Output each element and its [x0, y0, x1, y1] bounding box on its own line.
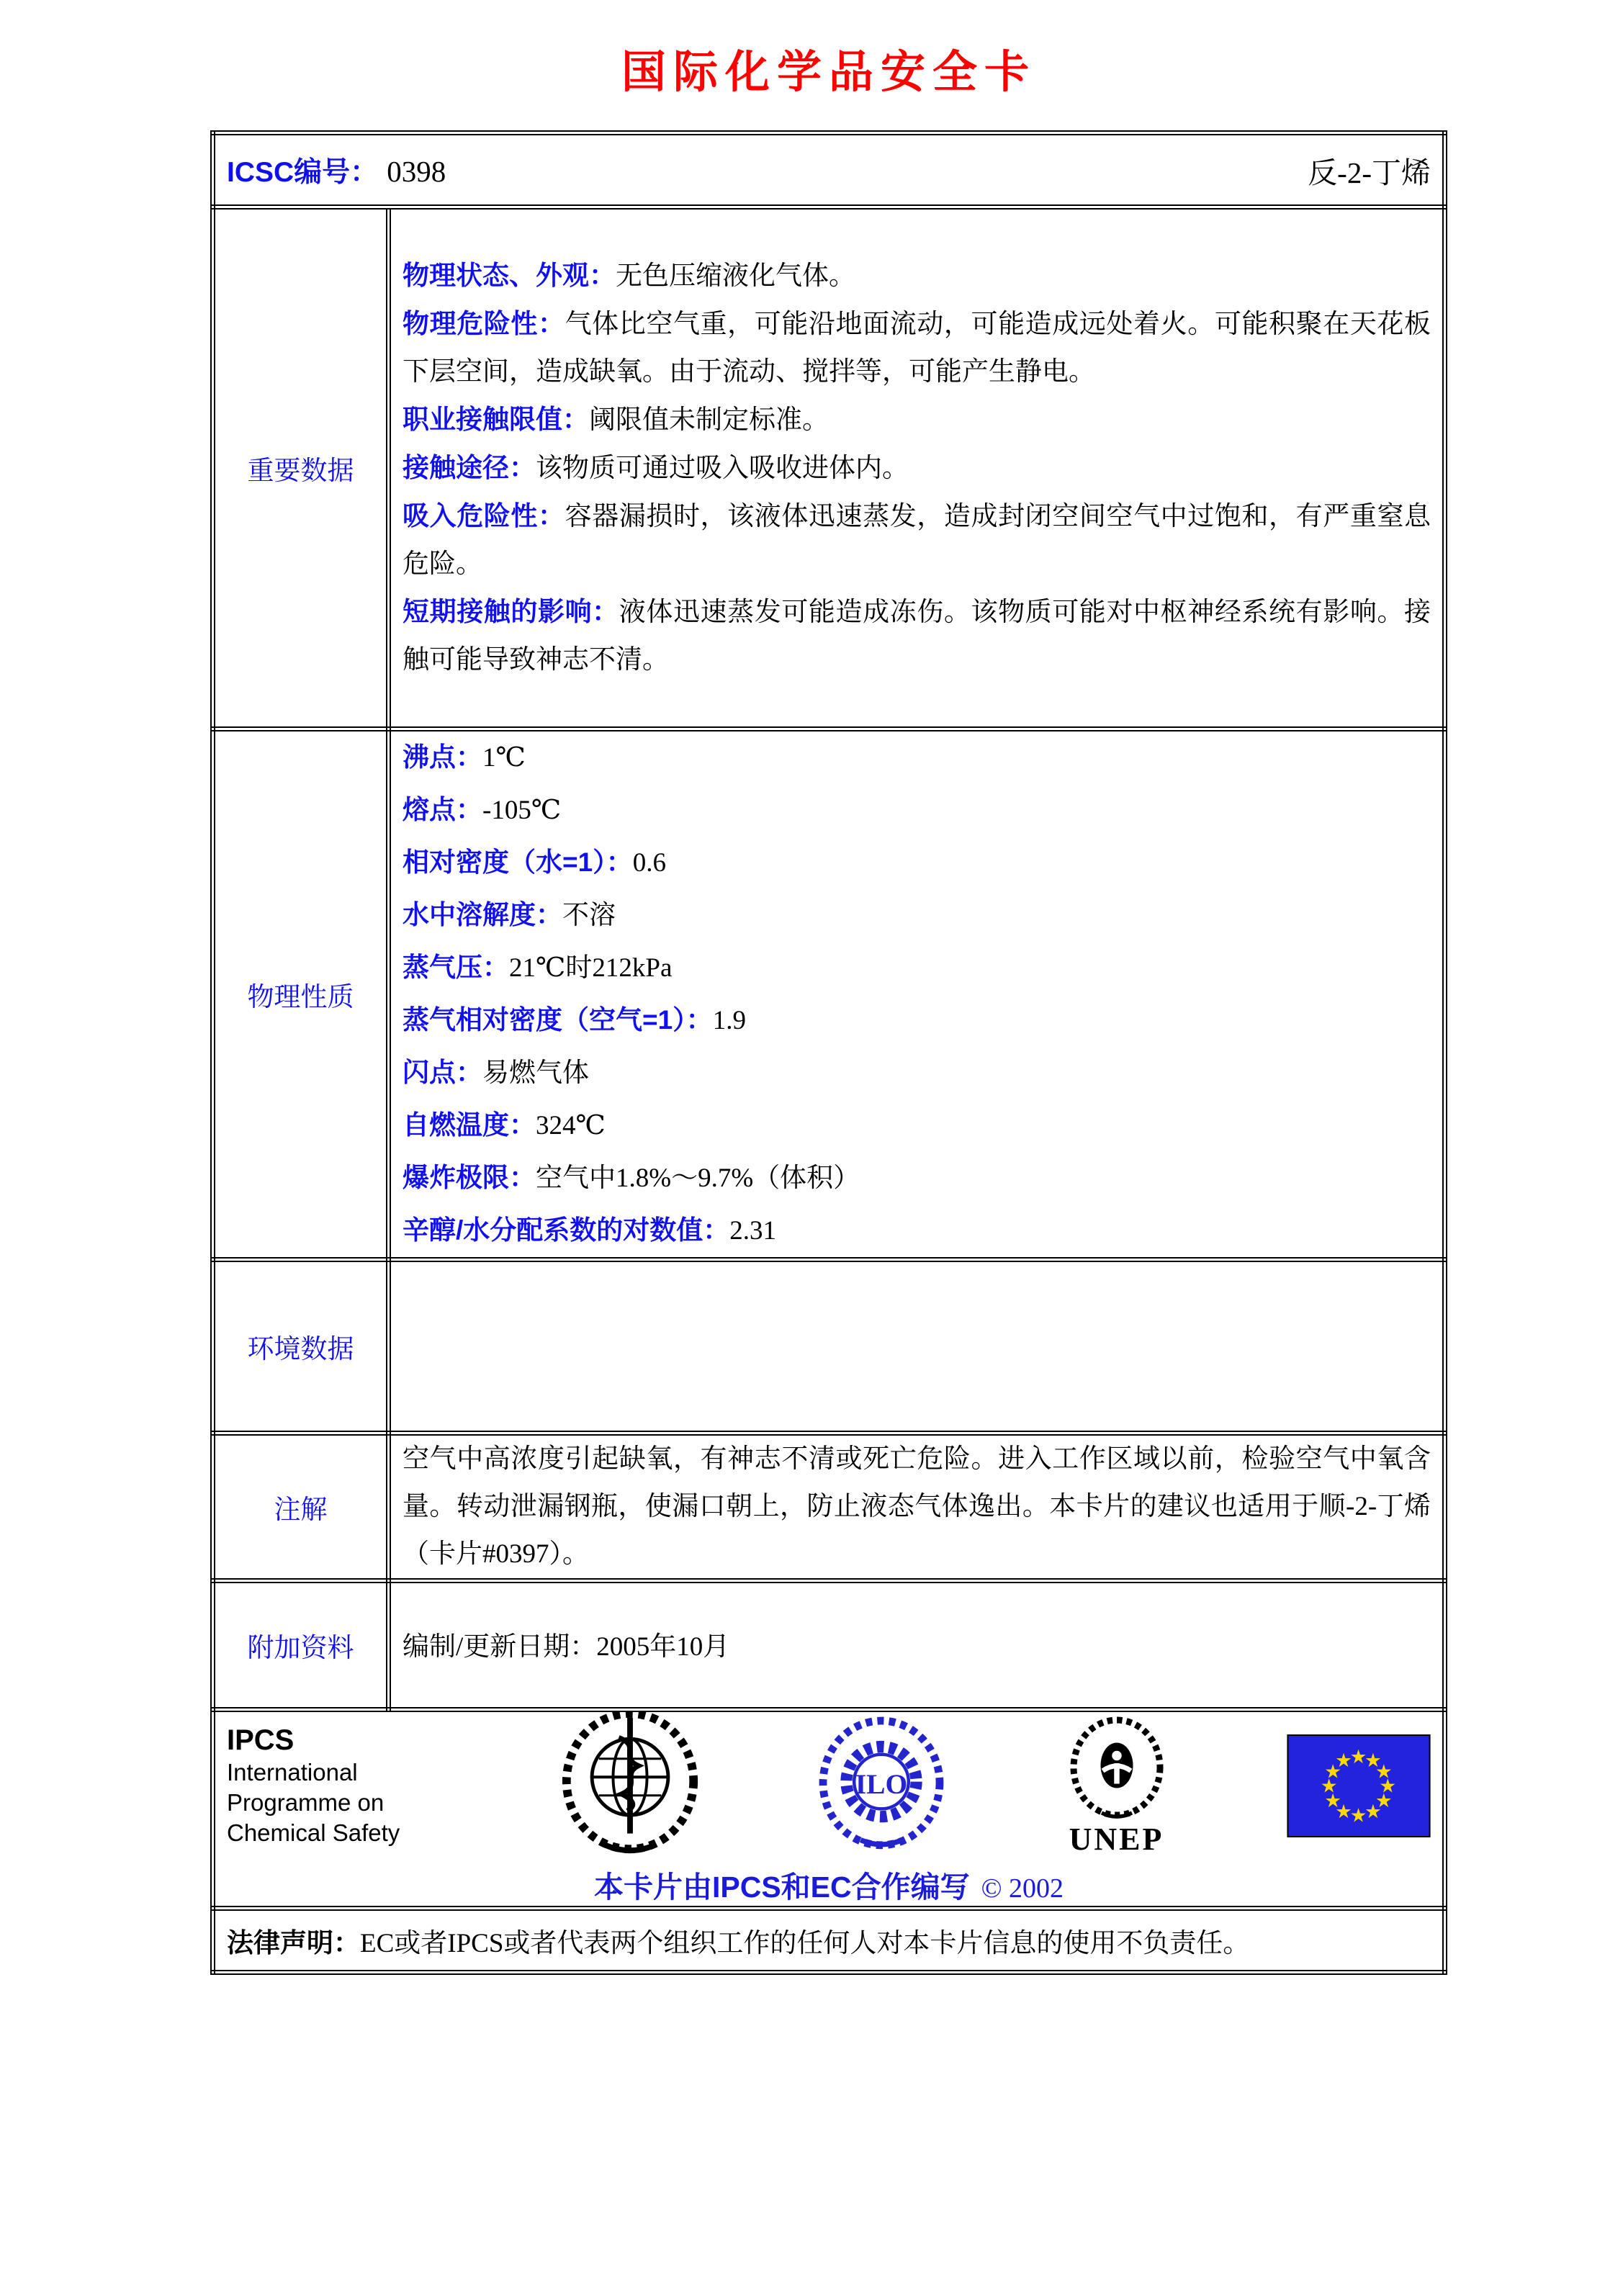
property-value: 2.31: [729, 1216, 777, 1246]
footer-caption: [227, 1863, 1431, 1906]
notes-row: [213, 1433, 1445, 1581]
property-label: 辛醇/水分配系数的对数值：: [403, 1215, 730, 1245]
property-row: [403, 942, 1431, 994]
property-row: [403, 889, 1431, 942]
property-value: 324℃: [536, 1111, 606, 1140]
svg-text:★: ★: [1379, 1775, 1397, 1798]
field-value: 液体迅速蒸发可能造成冻伤。该物质可能对中枢神经系统有影响。接触可能导致神志不清。: [403, 598, 1431, 675]
notes-text: 空气中高浓度引起缺氧，有神志不清或死亡危险。进入工作区域以前，检验空气中氧含量。转动泄漏钢瓶，使漏口朝上，防止液态气体逸出。本卡片的建议也适用于顺-2-丁烯（卡片#0397）。: [403, 1444, 1431, 1569]
section-label-environmental-data: 环境数据: [213, 1260, 389, 1433]
environmental-data-row: [213, 1260, 1445, 1433]
field-value: 阈限值未制定标准。: [589, 405, 829, 435]
property-row: [403, 784, 1431, 837]
additional-info-text: 编制/更新日期：2005年10月: [403, 1632, 730, 1662]
property-label: 自燃温度：: [403, 1110, 536, 1140]
section-label-additional-info: 附加资料: [213, 1581, 389, 1710]
svg-text:★: ★: [1324, 1789, 1342, 1812]
important-data-row: [213, 207, 1445, 729]
physical-properties-content: [389, 729, 1445, 1260]
svg-text:★: ★: [1335, 1800, 1352, 1823]
property-value: 1.9: [712, 1006, 746, 1035]
icsc-card-page: [210, 0, 1447, 1975]
field-label: 职业接触限值：: [403, 405, 589, 434]
property-label: 相对密度（水=1）：: [403, 847, 633, 877]
svg-text:★: ★: [1335, 1749, 1352, 1772]
eu-flag-icon: [1287, 1734, 1431, 1837]
icsc-number-group: [227, 150, 446, 190]
property-row: [403, 994, 1431, 1047]
additional-info-content: [389, 1581, 1445, 1710]
property-value: 0.6: [632, 848, 666, 878]
property-row: [403, 731, 1431, 784]
field-row: [403, 444, 1431, 492]
header-row: [213, 133, 1445, 207]
ipcs-acronym: IPCS: [227, 1724, 295, 1756]
important-data-content: [389, 207, 1445, 729]
field-row: [403, 300, 1431, 396]
svg-text:★: ★: [1375, 1760, 1393, 1783]
icsc-number-value: 0398: [387, 155, 446, 188]
property-label: 闪点：: [403, 1058, 482, 1087]
ilo-emblem-icon: [817, 1712, 946, 1859]
field-label: 接触途径：: [403, 453, 536, 482]
unep-emblem-icon: [1063, 1716, 1171, 1824]
additional-info-row: [213, 1581, 1445, 1710]
who-emblem-icon: [559, 1712, 701, 1859]
field-value: 该物质可通过吸入吸收进体内。: [536, 454, 909, 483]
property-row: [403, 1205, 1431, 1257]
field-label: 吸入危险性：: [403, 501, 565, 531]
environmental-data-content: [389, 1260, 1445, 1433]
logos-cell: [213, 1710, 1445, 1909]
legal-cell: [213, 1909, 1445, 1973]
section-label-important-data: 重要数据: [213, 207, 389, 729]
icsc-number-label: ICSC编号：: [227, 157, 379, 188]
caption-text: 本卡片由IPCS和EC合作编写: [593, 1870, 970, 1904]
field-row: [403, 396, 1431, 444]
unep-wordmark: UNEP: [1069, 1822, 1164, 1857]
property-value: 易燃气体: [482, 1058, 589, 1088]
section-label-notes: 注解: [213, 1433, 389, 1581]
property-label: 蒸气压：: [403, 953, 509, 982]
property-value: -105℃: [482, 796, 562, 825]
logos-row: [213, 1710, 1445, 1909]
property-label: 蒸气相对密度（空气=1）：: [403, 1005, 713, 1035]
svg-text:★: ★: [1324, 1760, 1342, 1783]
ipcs-line: Chemical Safety: [227, 1819, 400, 1846]
property-label: 爆炸极限：: [403, 1163, 536, 1192]
property-value: 空气中1.8%～9.7%（体积）: [536, 1163, 860, 1193]
property-row: [403, 837, 1431, 889]
section-label-physical-properties: 物理性质: [213, 729, 389, 1260]
legal-text: EC或者IPCS或者代表两个组织工作的任何人对本卡片信息的使用不负责任。: [360, 1929, 1250, 1958]
field-label: 短期接触的影响：: [403, 597, 619, 626]
svg-text:★: ★: [1365, 1749, 1382, 1772]
property-label: 熔点：: [403, 795, 482, 824]
property-row: [403, 1047, 1431, 1099]
field-row: [403, 252, 1431, 300]
property-row: [403, 1099, 1431, 1152]
field-value: 容器漏损时，该液体迅速蒸发，造成封闭空间空气中过饱和，有严重窒息危险。: [403, 502, 1431, 579]
legal-row: [213, 1909, 1445, 1973]
field-label: 物理状态、外观：: [403, 261, 616, 290]
icsc-table: [210, 130, 1447, 1975]
svg-text:★: ★: [1320, 1775, 1338, 1798]
header-cell: [213, 133, 1445, 207]
ilo-monogram: ILO: [855, 1768, 908, 1800]
page-title: 国际化学品安全卡: [621, 45, 1036, 98]
field-label: 物理危险性：: [403, 309, 565, 338]
chemical-name: 反-2-丁烯: [1308, 156, 1431, 189]
field-value: 气体比空气重，可能沿地面流动，可能造成远处着火。可能积聚在天花板下层空间，造成缺氧。由于流动、搅拌等，可能产生静电。: [403, 310, 1431, 387]
field-row: [403, 492, 1431, 588]
property-value: 1℃: [482, 743, 526, 773]
svg-text:★: ★: [1365, 1800, 1382, 1823]
property-label: 水中溶解度：: [403, 900, 562, 929]
property-value: 不溶: [562, 901, 616, 930]
physical-properties-row: [213, 729, 1445, 1260]
ipcs-line: Programme on: [227, 1789, 385, 1816]
svg-text:★: ★: [1375, 1789, 1393, 1812]
property-value: 21℃时212kPa: [509, 953, 673, 983]
property-label: 沸点：: [403, 742, 482, 772]
notes-content: [389, 1433, 1445, 1581]
svg-text:★: ★: [1349, 1804, 1367, 1827]
ipcs-text-block: [227, 1723, 443, 1848]
field-value: 无色压缩液化气体。: [616, 261, 855, 291]
svg-text:★: ★: [1349, 1745, 1367, 1768]
property-row: [403, 1152, 1431, 1205]
unep-emblem-block: [1063, 1716, 1171, 1855]
copyright-text: © 2002: [981, 1873, 1064, 1904]
legal-label: 法律声明：: [227, 1928, 360, 1958]
ipcs-line: International: [227, 1759, 358, 1786]
field-row: [403, 588, 1431, 684]
